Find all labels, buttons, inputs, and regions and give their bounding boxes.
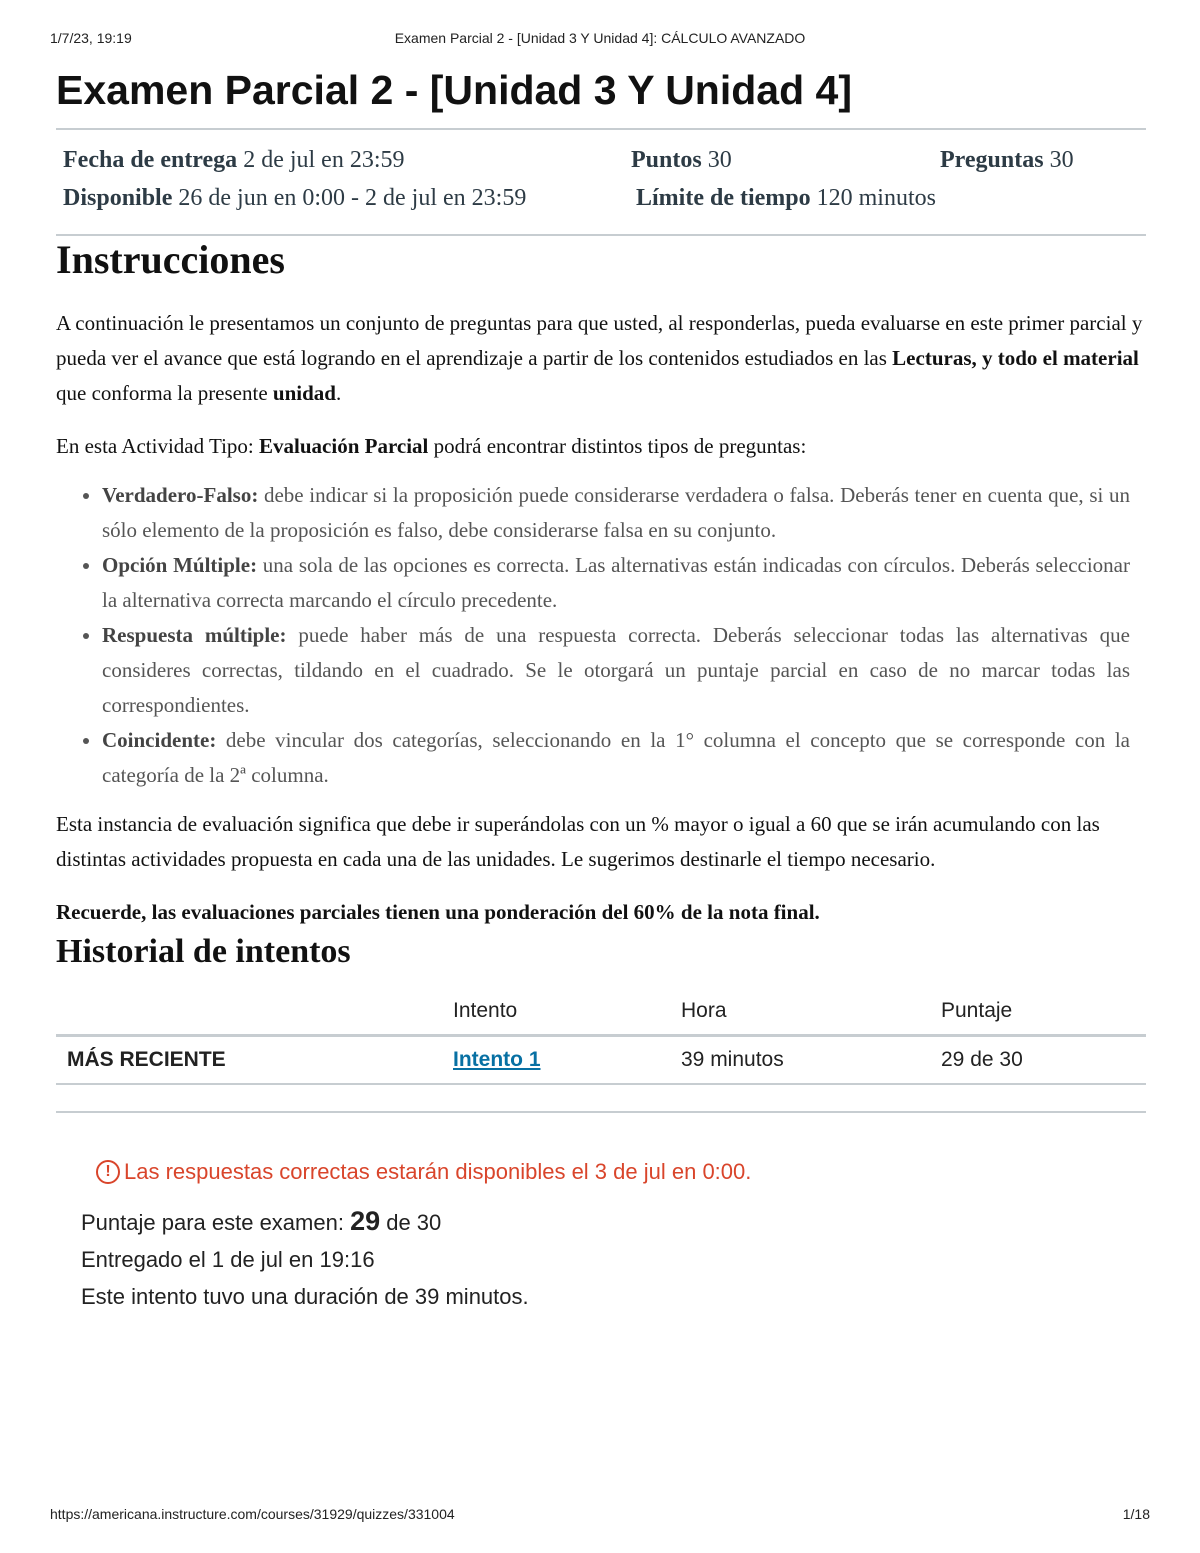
column-header: Hora: [681, 988, 941, 1036]
time-limit-value: 120 minutos: [816, 185, 936, 211]
score-value: 29: [350, 1206, 381, 1236]
instructions-reminder: Recuerde, las evaluaciones parciales tienen una ponderación del 60% de la nota final.: [56, 900, 820, 924]
score-label: Puntaje para este examen:: [81, 1210, 351, 1235]
due-label: Fecha de entrega: [63, 147, 238, 173]
answers-availability-notice: [96, 1159, 1146, 1185]
time-limit-label: Límite de tiempo: [636, 185, 811, 211]
attempt-score: 29 de 30: [941, 1036, 1146, 1085]
attempt-status: MÁS RECIENTE: [56, 1036, 453, 1085]
questions-label: Preguntas: [940, 147, 1044, 173]
availability: [63, 185, 526, 212]
text-run: que conforma la presente: [56, 381, 273, 405]
list-item: [102, 618, 1130, 723]
column-header: Puntaje: [941, 988, 1146, 1036]
type-name: Respuesta múltiple:: [102, 623, 287, 647]
type-description: debe vincular dos categorías, seleccionando en la 1° columna el concepto que se corresponde con la categoría de la 2ª columna.: [102, 728, 1130, 787]
quiz-content: [56, 64, 1146, 1315]
type-description: debe indicar si la proposición puede considerarse verdadera o falsa. Deberás tener en cuenta que, si un sólo elemento de la proposición es falso, debe considerarse falsa en su conjunto.: [102, 483, 1130, 542]
notice-text: Las respuestas correctas estarán disponibles el 3 de jul en 0:00.: [124, 1159, 752, 1184]
attempt-cell: [453, 1036, 681, 1085]
time-limit: [636, 185, 936, 212]
submitted-line: Entregado el 1 de jul en 19:16: [81, 1247, 375, 1272]
available-label: Disponible: [63, 185, 173, 211]
table-header-row: [56, 988, 1146, 1036]
emphasis-text: Evaluación Parcial: [259, 434, 429, 458]
text-run: .: [335, 381, 342, 405]
score-total: de 30: [380, 1210, 442, 1235]
print-url: https://americana.instructure.com/courses/31929/quizzes/331004: [50, 1506, 455, 1522]
attempt-summary: [81, 1203, 1146, 1315]
points-value: 30: [707, 147, 732, 173]
text-run: A continuación le presentamos un conjunto de preguntas para que usted, al responderlas, pueda evaluarse en este primer parcial y pueda ver el avance que está logrando en el aprendizaje a partir de los contenidos estudiados en las: [56, 311, 1143, 370]
points-label: Puntos: [631, 147, 702, 173]
print-page-title: Examen Parcial 2 - [Unidad 3 Y Unidad 4]: CÁLCULO AVANZADO: [394, 30, 806, 46]
instructions-paragraph: [56, 429, 1146, 464]
attempt-link[interactable]: Intento 1: [453, 1048, 541, 1071]
emphasis-text: unidad: [272, 381, 336, 405]
score-line: [81, 1203, 1146, 1241]
type-name: Opción Múltiple:: [102, 553, 258, 577]
emphasis-text: Lecturas, y todo el material: [892, 346, 1139, 370]
instructions-heading: Instrucciones: [56, 237, 285, 282]
instructions-paragraph: [56, 306, 1146, 411]
column-header: [56, 988, 453, 1036]
print-page-number: 1/18: [1122, 1506, 1150, 1522]
text-run: podrá encontrar distintos tipos de preguntas:: [428, 434, 807, 458]
instructions-body: [56, 306, 1146, 930]
column-header: Intento: [453, 988, 681, 1036]
available-value: 26 de jun en 0:00 - 2 de jul en 23:59: [178, 185, 527, 211]
divider: [56, 1111, 1146, 1113]
instructions-paragraph: Esta instancia de evaluación significa que debe ir superándolas con un % mayor o igual a 60 que se irán acumulando con las distintas actividades propuesta en cada una de las unidades. Le sugerimos destinarle el tiempo necesario.: [56, 812, 1100, 871]
attempt-time: 39 minutos: [681, 1036, 941, 1085]
type-description: una sola de las opciones es correcta. Las alternativas están indicadas con círculos. Deberás seleccionar la alternativa correcta marcando el círculo precedente.: [102, 553, 1130, 612]
points: [631, 147, 732, 174]
warning-circle-icon: !: [96, 1160, 120, 1184]
history-heading: Historial de intentos: [56, 933, 351, 970]
duration-line: Este intento tuvo una duración de 39 minutos.: [81, 1284, 529, 1309]
list-item: [102, 478, 1130, 548]
list-item: [102, 723, 1130, 793]
due-date: [63, 147, 405, 174]
questions: [940, 147, 1074, 174]
quiz-details: [56, 130, 1146, 234]
type-description: puede haber más de una respuesta correcta. Deberás seleccionar todas las alternativas que consideres correctas, tildando en el cuadrado. Se le otorgará un puntaje parcial en caso de no marcar todas las correspondientes.: [102, 623, 1130, 717]
print-datetime: 1/7/23, 19:19: [50, 30, 132, 46]
question-types-list: [56, 478, 1130, 793]
due-value: 2 de jul en 23:59: [243, 147, 405, 173]
attempt-history-table: [56, 988, 1146, 1085]
list-item: [102, 548, 1130, 618]
text-run: En esta Actividad Tipo:: [56, 434, 260, 458]
type-name: Verdadero-Falso:: [102, 483, 259, 507]
type-name: Coincidente:: [102, 728, 217, 752]
table-row: [56, 1036, 1146, 1085]
quiz-title: Examen Parcial 2 - [Unidad 3 Y Unidad 4]: [56, 67, 852, 113]
questions-value: 30: [1049, 147, 1074, 173]
